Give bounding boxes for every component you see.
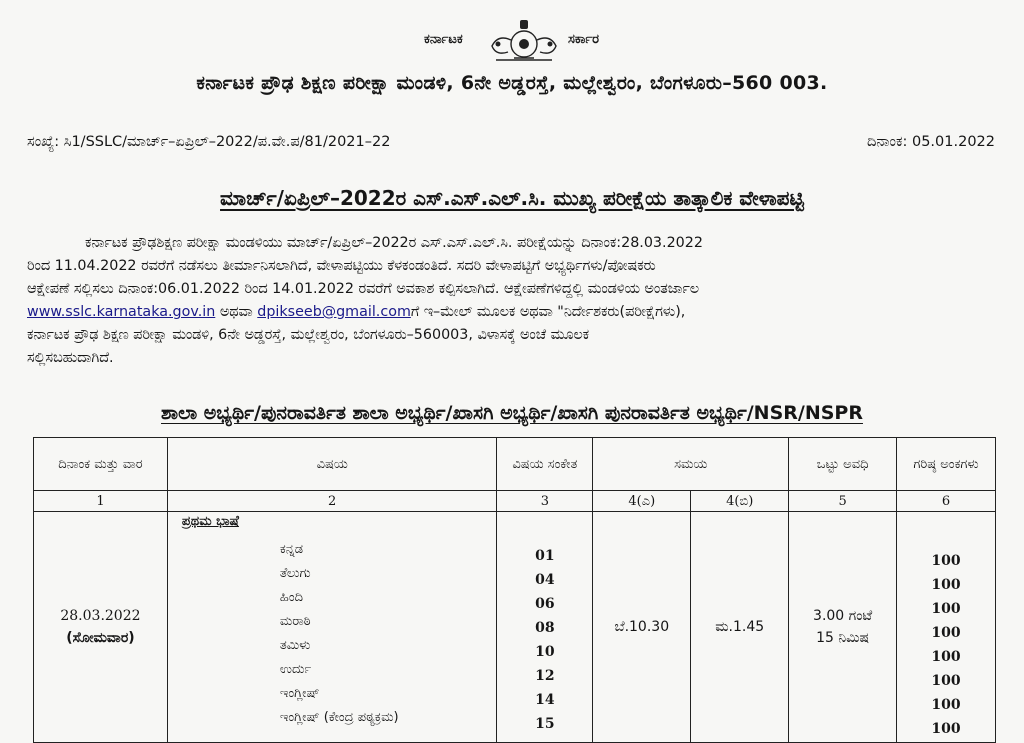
subject-code: 15	[535, 716, 555, 732]
table-row	[34, 512, 996, 743]
max-mark: 100	[931, 576, 961, 593]
subject-code: 06	[535, 596, 555, 612]
candidate-category-title	[0, 402, 1024, 424]
subject-item: ಕನ್ನಡ	[279, 542, 304, 557]
subject-code: 14	[535, 692, 555, 708]
paragraph-line-2: ರಿಂದ 11.04.2022 ರವರೆಗೆ ನಡೆಸಲು ತೀರ್ಮಾನಿಸಲಾಗಿದೆ, ವೇಳಾಪಟ್ಟಿಯು ಕೆಳಕಂಡಂತಿದೆ. ಸದರಿ ವೇಳಾಪಟ್ಟಿಗೆ ಅಭ್ಯರ್ಥಿಗಳು/ಪೋಷಕರು	[27, 258, 656, 274]
col-number: 1	[34, 491, 168, 512]
paragraph-line-3: ಆಕ್ಷೇಪಣೆ ಸಲ್ಲಿಸಲು ದಿನಾಂಕ:06.01.2022 ರಿಂದ 14.01.2022 ರವರೆಗೆ ಅವಕಾಶ ಕಲ್ಪಿಸಲಾಗಿದೆ. ಆಕ್ಷೇಪಣೆಗಳಿದ್ದಲ್ಲಿ ಮಂಡಳಿಯ ಅಂತರ್ಜಾಲ	[27, 281, 700, 297]
max-mark: 100	[931, 720, 961, 737]
subject-code: 04	[535, 572, 555, 588]
board-title: ಕರ್ನಾಟಕ ಪ್ರೌಢ ಶಿಕ್ಷಣ ಪರೀಕ್ಷಾ ಮಂಡಳಿ, 6ನೇ ಅಡ್ಡರಸ್ತೆ, ಮಲ್ಲೇಶ್ವರಂ, ಬೆಂಗಳೂರು–560 003.	[196, 72, 828, 94]
notice-paragraph	[27, 232, 995, 370]
max-mark: 100	[931, 696, 961, 713]
section-head: ಪ್ರಥಮ ಭಾಷೆ	[181, 514, 239, 529]
code-list	[497, 518, 592, 736]
email-link[interactable]: dpikseeb@gmail.com	[257, 304, 411, 320]
reference-number: ಸಂಖ್ಯೆ: ಸಿ1/SSLC/ಮಾರ್ಚ್–ಏಪ್ರಿಲ್–2022/ಪ.ವೇ.ಪ/81/2021–22	[27, 134, 391, 150]
col-number: 4(ಬಿ)	[691, 491, 789, 512]
reference-date: ದಿನಾಂಕ: 05.01.2022	[866, 134, 995, 150]
col-number: 5	[789, 491, 897, 512]
subject-code: 01	[535, 548, 555, 564]
subject-title-text: ಮಾರ್ಚ್/ಏಪ್ರಿಲ್–2022ರ ಎಸ್.ಎಸ್.ಎಲ್.ಸಿ. ಮುಖ್ಯ ಪರೀಕ್ಷೆಯ ತಾತ್ಕಾಲಿಕ ವೇಳಾಪಟ್ಟಿ	[220, 186, 804, 210]
max-mark: 100	[931, 672, 961, 689]
header-duration: ಒಟ್ಟು ಅವಧಿ	[789, 438, 897, 491]
subject-code: 10	[535, 644, 555, 660]
header-date-day: ದಿನಾಂಕ ಮತ್ತು ವಾರ	[34, 438, 168, 491]
candidate-category-text: ಶಾಲಾ ಅಭ್ಯರ್ಥಿ/ಪುನರಾವರ್ತಿತ ಶಾಲಾ ಅಭ್ಯರ್ಥಿ/ಖಾಸಗಿ ಅಭ್ಯರ್ಥಿ/ಖಾಸಗಿ ಪುನರಾವರ್ತಿತ ಅಭ್ಯರ್ಥಿ/NSR/NSPR	[161, 402, 863, 424]
max-mark: 100	[931, 624, 961, 641]
word-or: ಅಥವಾ	[219, 304, 253, 320]
time-start: ಬೆ.10.30	[593, 512, 691, 743]
government-left-word: ಕರ್ನಾಟಕ	[424, 32, 463, 47]
header-max-marks: ಗರಿಷ್ಠ ಅಂಕಗಳು	[897, 438, 996, 491]
subject-item: ತೆಲುಗು	[279, 566, 311, 581]
table-header-row	[34, 438, 996, 491]
timetable	[33, 437, 996, 743]
subject-item: ಇಂಗ್ಲೀಷ್ (ಕೇಂದ್ರ ಪಠ್ಯಕ್ರಮ)	[279, 710, 399, 725]
exam-date-cell	[34, 512, 168, 743]
karnataka-emblem-icon	[484, 18, 564, 64]
header-emblem-row	[0, 18, 1024, 64]
subject-cell	[167, 512, 497, 743]
col-number: 3	[497, 491, 593, 512]
subject-title	[0, 186, 1024, 210]
time-end: ಮ.1.45	[691, 512, 789, 743]
paragraph-line-5: ಕರ್ನಾಟಕ ಪ್ರೌಢ ಶಿಕ್ಷಣ ಪರೀಕ್ಷಾ ಮಂಡಳಿ, 6ನೇ ಅಡ್ಡರಸ್ತೆ, ಮಲ್ಲೇಶ್ವರಂ, ಬೆಂಗಳೂರು–560003, ವಿಳಾಸಕ್ಕೆ ಅಂಚೆ ಮೂಲಕ	[27, 327, 590, 343]
paragraph-line-1: ಕರ್ನಾಟಕ ಪ್ರೌಢಶಿಕ್ಷಣ ಪರೀಕ್ಷಾ ಮಂಡಳಿಯು ಮಾರ್ಚ್/ಏಪ್ರಿಲ್–2022ರ ಎಸ್.ಎಸ್.ಎಲ್.ಸಿ. ಪರೀಕ್ಷೆಯನ್ನು ದಿನಾಂಕ:28.03.2022	[85, 235, 703, 251]
subject-code-cell	[497, 512, 593, 743]
marks-list	[897, 514, 995, 741]
max-marks-cell	[897, 512, 996, 743]
header-subject-code: ವಿಷಯ ಸಂಕೇತ	[497, 438, 593, 491]
duration-cell	[789, 512, 897, 743]
subject-item: ಇಂಗ್ಲೀಷ್	[279, 686, 320, 701]
subject-item: ಉರ್ದು	[279, 662, 312, 677]
col-number: 6	[897, 491, 996, 512]
government-right-word: ಸರ್ಕಾರ	[568, 32, 599, 47]
subject-item: ಮರಾಠಿ	[279, 614, 311, 629]
exam-day: (ಸೋಮವಾರ)	[66, 630, 135, 646]
exam-date: 28.03.2022	[60, 608, 141, 624]
col-number: 2	[167, 491, 497, 512]
header-time: ಸಮಯ	[593, 438, 789, 491]
subject-item: ತಮಿಳು	[279, 638, 311, 653]
subject-code: 08	[535, 620, 555, 636]
col-number: 4(ಎ)	[593, 491, 691, 512]
subject-code: 12	[535, 668, 555, 684]
table-number-row	[34, 491, 996, 512]
max-mark: 100	[931, 648, 961, 665]
max-mark: 100	[931, 600, 961, 617]
paragraph-line-4-rest: ಗೆ ಇ–ಮೇಲ್ ಮೂಲಕ ಅಥವಾ "ನಿರ್ದೇಶಕರು(ಪರೀಕ್ಷೆಗಳು),	[410, 304, 686, 320]
duration-line-2: 15 ನಿಮಿಷ	[816, 630, 870, 646]
website-link[interactable]: www.sslc.karnataka.gov.in	[27, 304, 216, 320]
paragraph-line-6: ಸಲ್ಲಿಸಬಹುದಾಗಿದೆ.	[27, 350, 114, 366]
max-mark: 100	[931, 552, 961, 569]
subject-list	[280, 538, 399, 730]
subject-item: ಹಿಂದಿ	[279, 590, 303, 605]
header-subject: ವಿಷಯ	[167, 438, 497, 491]
paragraph-line-4	[27, 301, 995, 324]
duration-line-1: 3.00 ಗಂಟೆ	[813, 608, 873, 624]
